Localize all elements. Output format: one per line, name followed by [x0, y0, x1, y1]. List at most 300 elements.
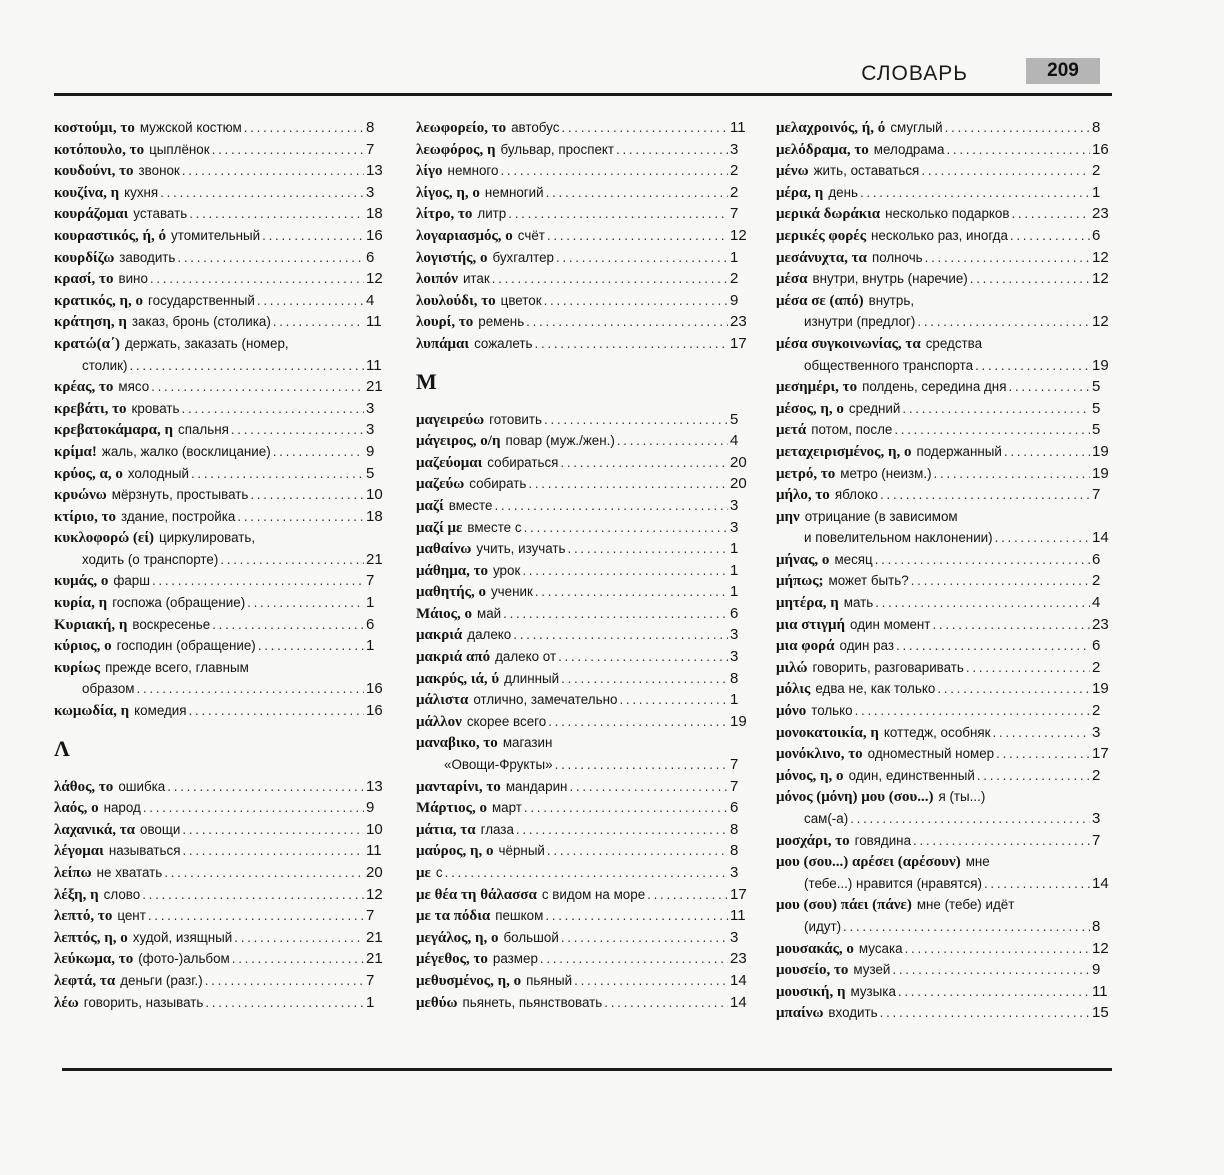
russian-translation: мясо [118, 379, 150, 395]
russian-translation: несколько подарков [885, 206, 1010, 222]
russian-translation: смуглый [890, 120, 943, 135]
russian-translation: один, единственный [848, 767, 975, 783]
dot-leader [555, 754, 728, 776]
dictionary-entry [416, 247, 738, 269]
dictionary-entry [776, 247, 1109, 269]
dictionary-entry [416, 948, 747, 970]
greek-headword: μετρό, το [776, 465, 836, 482]
greek-headword: μελόδραμα, το [776, 141, 869, 158]
dot-leader [250, 484, 364, 506]
russian-translation: большой [503, 929, 559, 945]
lesson-number: 18 [366, 507, 383, 525]
dot-leader [894, 419, 1090, 441]
greek-headword: μου (σου) πάει (πάνε) [776, 897, 912, 914]
dot-leader [445, 862, 728, 884]
greek-headword: λεφτά, τα [54, 972, 116, 989]
russian-translation: циркулировать, [158, 530, 256, 546]
dictionary-entry [416, 884, 747, 906]
greek-headword: μια φορά [776, 638, 835, 655]
lesson-number: 23 [730, 313, 747, 331]
dictionary-entry [416, 776, 738, 798]
lesson-number: 2 [730, 270, 739, 288]
dictionary-entry [776, 765, 1100, 787]
lesson-number: 20 [730, 453, 747, 471]
russian-translation: полдень, середина дня [862, 379, 1007, 395]
lesson-number: 6 [366, 248, 375, 266]
dictionary-entry [54, 819, 383, 841]
lesson-number: 3 [730, 648, 739, 666]
russian-translation: жить, оставаться [813, 163, 920, 179]
dictionary-entry [416, 203, 738, 225]
lesson-number: 17 [730, 885, 747, 903]
russian-translation: вино [118, 271, 148, 287]
dot-leader [164, 862, 364, 884]
lesson-number: 7 [366, 907, 375, 925]
greek-headword: λεωφόρος, η [416, 141, 496, 158]
dictionary-entry [416, 225, 747, 247]
dot-leader [911, 570, 1090, 592]
lesson-number: 19 [1092, 680, 1109, 698]
russian-translation: столик) [82, 357, 128, 373]
lesson-number: 3 [730, 518, 739, 536]
russian-translation: день [828, 184, 858, 200]
russian-translation: мужской костюм [139, 120, 242, 135]
dot-leader [177, 247, 364, 269]
dictionary-entry [54, 376, 383, 398]
dictionary-entry [776, 786, 1100, 808]
dot-leader [934, 463, 1090, 485]
russian-translation: пьяный [526, 972, 573, 988]
dictionary-entry [54, 290, 374, 312]
greek-headword: μάλλον [416, 713, 462, 730]
russian-translation: один момент [850, 616, 931, 632]
entry-continuation [776, 355, 1109, 377]
entry-continuation [776, 873, 1109, 895]
russian-translation: сам(-а) [804, 811, 849, 826]
dot-leader [992, 722, 1090, 744]
lesson-number: 4 [730, 432, 739, 450]
dictionary-entry [776, 938, 1109, 960]
dot-leader [647, 884, 728, 906]
lesson-number: 3 [730, 928, 739, 946]
dictionary-entry [54, 592, 374, 614]
dictionary-entry [776, 160, 1100, 182]
greek-headword: μπαίνω [776, 1005, 824, 1022]
greek-headword: μόνος, η, ο [776, 767, 844, 784]
greek-headword: κρεβατοκάμαρα, η [54, 422, 174, 439]
dictionary-entry [416, 139, 738, 161]
dot-leader [917, 311, 1090, 333]
lesson-number: 12 [366, 270, 383, 288]
lesson-number: 23 [730, 950, 747, 968]
greek-headword: κυμάς, ο [54, 573, 109, 590]
lesson-number: 7 [366, 572, 375, 590]
greek-headword: μουσική, η [776, 983, 846, 1000]
greek-headword: μητέρα, η [776, 595, 839, 612]
russian-translation: итак [462, 271, 490, 287]
lesson-number: 21 [366, 550, 383, 568]
lesson-number: 14 [730, 993, 747, 1011]
dictionary-entry [776, 117, 1100, 139]
lesson-number: 19 [1092, 356, 1109, 374]
russian-translation: отрицание (в зависимом [804, 508, 958, 524]
dot-leader [137, 678, 364, 700]
dictionary-entry [776, 484, 1100, 506]
russian-translation: овощи [140, 821, 181, 837]
lesson-number: 8 [730, 842, 739, 860]
dictionary-entry [416, 603, 738, 625]
russian-translation: мусака [858, 940, 903, 956]
russian-translation: коттедж, особняк [883, 724, 991, 740]
lesson-number: 5 [1092, 421, 1101, 439]
dot-leader [996, 743, 1090, 765]
greek-headword: λίτρο, το [416, 206, 473, 223]
russian-translation: холодный [127, 465, 189, 481]
running-title: СЛОВАРЬ [861, 62, 968, 85]
greek-headword: κουρδίζω [54, 249, 115, 266]
dictionary-entry [416, 430, 738, 452]
greek-headword: μήπως; [776, 573, 824, 590]
lesson-number: 4 [366, 291, 375, 309]
dot-leader [1010, 225, 1090, 247]
dictionary-entry [54, 776, 383, 798]
greek-headword: λαός, ο [54, 800, 99, 817]
dictionary-entry [416, 560, 738, 582]
lesson-number: 3 [366, 183, 375, 201]
greek-headword: λείπω [54, 865, 92, 881]
russian-translation: цент [117, 908, 146, 924]
dot-leader [561, 927, 728, 949]
greek-headword: μέσα [776, 271, 808, 288]
russian-translation: здание, постройка [121, 508, 236, 524]
dot-leader [875, 549, 1090, 571]
lesson-number: 2 [1092, 658, 1101, 676]
greek-headword: μάγειρος, ο/η [416, 433, 501, 450]
lesson-number: 6 [1092, 226, 1101, 244]
dot-leader [143, 797, 364, 819]
lesson-number: 5 [730, 410, 739, 428]
dot-leader [561, 668, 728, 690]
dictionary-entry [776, 376, 1100, 398]
dot-leader [544, 409, 728, 431]
russian-translation: не хватать [96, 865, 163, 880]
dictionary-entry [416, 538, 738, 560]
russian-translation: спальня [178, 422, 229, 438]
dictionary-entry [54, 484, 383, 506]
dot-leader [535, 333, 728, 355]
russian-translation: готовить [489, 411, 543, 427]
dot-leader [984, 873, 1090, 895]
dictionary-entry [776, 700, 1100, 722]
greek-headword: μαθητής, ο [416, 584, 486, 601]
russian-translation: немногий [484, 184, 544, 200]
russian-translation: с видом на море [541, 886, 646, 902]
greek-headword: μήλο, το [776, 487, 830, 504]
dot-leader [232, 948, 364, 970]
russian-translation: звонок [138, 163, 180, 179]
dot-leader [925, 247, 1090, 269]
russian-translation: господин (обращение) [116, 638, 256, 654]
dictionary-entry [416, 290, 738, 312]
greek-headword: μάθημα, το [416, 562, 489, 579]
russian-translation: май [477, 605, 502, 621]
dot-leader [547, 225, 728, 247]
dot-leader [258, 635, 364, 657]
lesson-number: 11 [730, 907, 746, 925]
dot-leader [880, 484, 1090, 506]
russian-translation: заказ, бронь (столика) [131, 314, 271, 330]
russian-translation: «Овощи-Фрукты» [444, 757, 553, 773]
greek-headword: κρύος, α, ο [54, 465, 123, 482]
dot-leader [257, 290, 364, 312]
lesson-number: 1 [730, 248, 739, 266]
russian-translation: месяц [834, 551, 873, 567]
greek-headword: κράτηση, η [54, 314, 127, 331]
dot-leader [568, 538, 728, 560]
dictionary-entry [54, 139, 374, 161]
russian-translation: вместе [448, 497, 493, 513]
dictionary-entry [776, 139, 1109, 161]
dictionary-entry [776, 398, 1100, 420]
dictionary-entry [416, 862, 738, 884]
russian-translation: потом, после [811, 422, 893, 438]
dictionary-entry [416, 268, 738, 290]
lesson-number: 13 [366, 777, 383, 795]
lesson-number: 9 [366, 442, 375, 460]
greek-headword: μεθύω [416, 994, 458, 1011]
dictionary-entry [54, 247, 374, 269]
dot-leader [970, 268, 1090, 290]
dot-leader [205, 992, 364, 1014]
dictionary-entry [54, 311, 382, 333]
dot-leader [880, 1002, 1090, 1024]
dot-leader [616, 139, 728, 161]
russian-translation: ходить (о транспорте) [82, 551, 219, 567]
greek-headword: κρυώνω [54, 487, 107, 504]
greek-headword: μονόκλινο, το [776, 746, 863, 763]
dot-leader [500, 160, 728, 182]
dot-leader [995, 527, 1090, 549]
russian-translation: говорить, называть [83, 994, 204, 1010]
dot-leader [569, 776, 728, 798]
russian-translation: далеко от [495, 649, 557, 665]
greek-headword: Μάιος, ο [416, 605, 473, 622]
dot-leader [508, 203, 728, 225]
greek-headword: κοτόπουλο, το [54, 141, 145, 158]
greek-headword: κυρίως [54, 659, 101, 676]
dot-leader [492, 268, 728, 290]
dot-leader [524, 517, 728, 539]
dot-leader [205, 970, 364, 992]
lesson-number: 2 [1092, 766, 1101, 784]
greek-headword: μεσημέρι, το [776, 379, 858, 396]
greek-headword: λουλούδι, το [416, 292, 496, 309]
dot-leader [574, 970, 728, 992]
russian-translation: пешком [495, 908, 544, 924]
greek-headword: λουρί, το [416, 314, 474, 331]
lesson-number: 8 [366, 119, 375, 136]
russian-translation: кровать [131, 400, 180, 416]
lesson-number: 3 [730, 864, 739, 881]
dot-leader [560, 452, 728, 474]
dictionary-column-3 [776, 117, 1109, 1024]
lesson-number: 12 [1092, 313, 1109, 331]
dot-leader [547, 840, 728, 862]
dictionary-entry [776, 722, 1100, 744]
dictionary-entry [54, 268, 383, 290]
dictionary-entry [776, 419, 1100, 441]
greek-headword: λεπτός, η, ο [54, 929, 128, 946]
russian-translation: собирать [469, 476, 527, 492]
russian-translation: скорее всего [466, 713, 547, 729]
greek-headword: μουσακάς, ο [776, 940, 854, 957]
russian-translation: чёрный [498, 843, 545, 859]
dot-leader [524, 797, 728, 819]
lesson-number: 1 [730, 540, 739, 558]
dictionary-entry [776, 981, 1108, 1003]
dictionary-entry [54, 884, 383, 906]
lesson-number: 8 [1092, 119, 1101, 136]
dot-leader [850, 808, 1090, 830]
greek-headword: λεύκωμα, το [54, 951, 134, 968]
dictionary-entry [416, 160, 738, 182]
russian-translation: одноместный номер [867, 746, 995, 762]
greek-headword: κοστούμι, το [54, 120, 135, 136]
dictionary-entry [54, 398, 374, 420]
dot-leader [617, 430, 728, 452]
lesson-number: 12 [730, 226, 747, 244]
dot-leader [220, 549, 364, 571]
russian-translation: образом [82, 681, 135, 697]
lesson-number: 5 [1092, 378, 1101, 396]
lesson-number: 1 [366, 594, 375, 612]
russian-translation: госпожа (обращение) [112, 595, 246, 611]
dot-leader [528, 473, 728, 495]
dictionary-entry [416, 495, 738, 517]
dictionary-entry [54, 797, 374, 819]
russian-translation: (идут) [804, 918, 842, 934]
russian-translation: общественного транспорта [804, 357, 974, 373]
lesson-number: 12 [366, 885, 383, 903]
lesson-number: 11 [366, 313, 382, 331]
footer-rule [62, 1068, 1112, 1071]
dictionary-entry [416, 581, 738, 603]
dot-leader [262, 225, 364, 247]
greek-headword: κρασί, το [54, 271, 114, 288]
russian-translation: народ [103, 800, 141, 816]
dictionary-entry [776, 894, 1100, 916]
greek-headword: μαθαίνω [416, 541, 472, 558]
lesson-number: 3 [1092, 810, 1101, 827]
lesson-number: 3 [366, 421, 375, 439]
dot-leader [152, 570, 364, 592]
dot-leader [167, 776, 364, 798]
russian-translation: далеко [467, 627, 512, 643]
russian-translation: держать, заказать (номер, [124, 335, 289, 351]
entry-continuation [776, 916, 1100, 938]
dictionary-entry [776, 225, 1100, 247]
entry-continuation [776, 527, 1109, 549]
lesson-number: 16 [366, 680, 383, 698]
russian-translation: (тебе...) нравится (нравятся) [804, 875, 982, 891]
dictionary-entry [776, 506, 1100, 528]
russian-translation: средний [848, 400, 901, 416]
russian-translation: длинный [504, 670, 560, 686]
dictionary-entry [54, 182, 374, 204]
greek-headword: λέω [54, 994, 79, 1011]
lesson-number: 11 [1092, 982, 1108, 1000]
dot-leader [855, 700, 1090, 722]
lesson-number: 2 [1092, 702, 1101, 720]
lesson-number: 5 [1092, 399, 1101, 417]
lesson-number: 1 [1092, 183, 1101, 201]
lesson-number: 9 [1092, 961, 1101, 979]
dot-leader [604, 992, 728, 1014]
russian-translation: один раз [839, 638, 894, 654]
lesson-number: 7 [730, 205, 739, 223]
lesson-number: 3 [730, 626, 739, 644]
greek-headword: κρατώ(α΄) [54, 335, 120, 352]
russian-translation: автобус [511, 120, 560, 135]
russian-translation: кухня [124, 184, 159, 200]
lesson-number: 10 [366, 486, 383, 504]
russian-translation: может быть? [828, 573, 909, 589]
dictionary-entry [54, 527, 374, 549]
greek-headword: λέξη, η [54, 886, 99, 903]
greek-headword: λαχανικά, τα [54, 821, 136, 838]
dot-leader [150, 268, 364, 290]
greek-headword: μαύρος, η, ο [416, 843, 494, 860]
dictionary-entry [416, 517, 738, 539]
lesson-number: 1 [730, 583, 739, 601]
dictionary-entry [776, 182, 1100, 204]
lesson-number: 19 [1092, 464, 1109, 482]
dictionary-entry [416, 797, 738, 819]
lesson-number: 2 [730, 183, 739, 201]
greek-headword: μακριά [416, 627, 463, 644]
dot-leader [544, 290, 728, 312]
page-header [0, 58, 1224, 92]
russian-translation: литр [477, 206, 507, 222]
greek-headword: μεσάνυχτα, τα [776, 249, 867, 266]
lesson-number: 1 [730, 691, 739, 709]
russian-translation: отлично, замечательно [473, 692, 618, 708]
dot-leader [556, 247, 728, 269]
dictionary-entry [54, 570, 374, 592]
greek-headword: μετά [776, 422, 807, 439]
russian-translation: говорить, разговаривать [812, 659, 964, 675]
dictionary-column-1 [54, 117, 383, 1013]
dot-leader [535, 581, 728, 603]
dictionary-entry [416, 646, 738, 668]
greek-headword: λυπάμαι [416, 335, 470, 352]
greek-headword: μάτια, τα [416, 821, 476, 838]
dot-leader [148, 905, 364, 927]
dot-leader [526, 311, 728, 333]
dot-leader [932, 614, 1090, 636]
russian-translation: мне (тебе) идёт [916, 897, 1015, 913]
lesson-number: 7 [730, 777, 739, 795]
greek-headword: μου (σου...) αρέσει (αρέσουν) [776, 854, 961, 871]
russian-translation: мне [965, 854, 990, 870]
dot-leader [234, 927, 364, 949]
dictionary-entry [416, 117, 746, 139]
page-number: 209 [1026, 58, 1100, 84]
greek-headword: μέγεθος, το [416, 951, 488, 968]
dot-leader [231, 419, 364, 441]
greek-headword: λέγομαι [54, 843, 104, 860]
lesson-number: 2 [1092, 162, 1101, 180]
